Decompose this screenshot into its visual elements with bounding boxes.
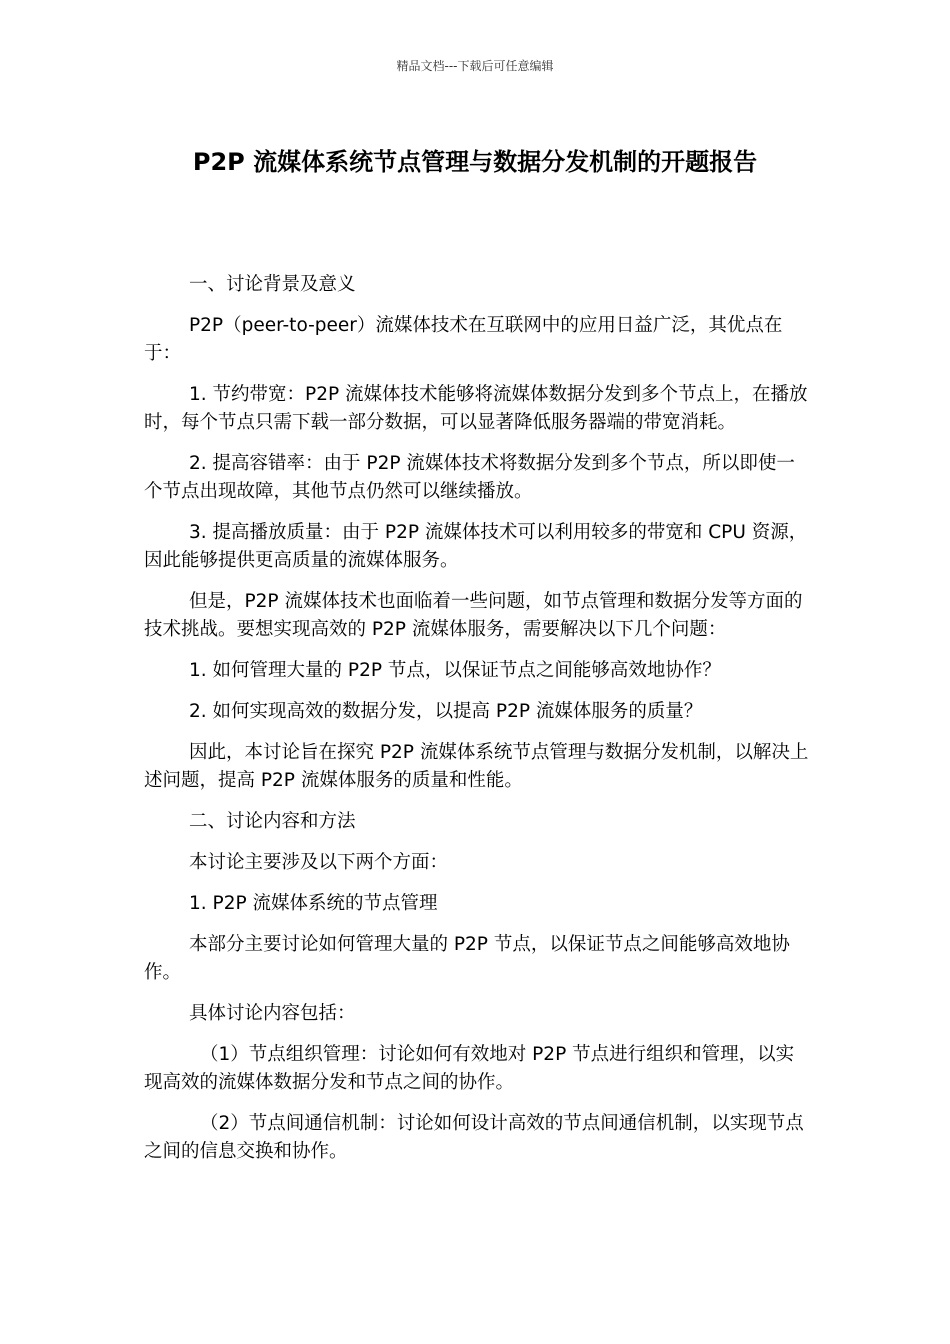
page-header: 精品文档---下载后可任意编辑: [396, 59, 554, 73]
document-title: P2P 流媒体系统节点管理与数据分发机制的开题报告: [192, 148, 758, 176]
paragraph-challenges: 但是，P2P 流媒体技术也面临着一些问题，如节点管理和数据分发等方面的技术挑战。要想实现高效的 P2P 流媒体服务，需要解决以下几个问题：: [144, 591, 803, 640]
paragraph-node-management: 本部分主要讨论如何管理大量的 P2P 节点，以保证节点之间能够高效地协作。: [144, 934, 790, 983]
list-item-bandwidth: 1. 节约带宽：P2P 流媒体技术能够将流媒体数据分发到多个节点上，在播放时，每个节点只需下载一部分数据，可以显著降低服务器端的带宽消耗。: [144, 384, 808, 433]
subsection-heading-node-management: 1. P2P 流媒体系统的节点管理: [189, 893, 438, 914]
list-item-question-1: 1. 如何管理大量的 P2P 节点，以保证节点之间能够高效地协作？: [189, 660, 721, 681]
list-item-node-communication: （2）节点间通信机制：讨论如何设计高效的节点间通信机制，以实现节点之间的信息交换和协作。: [144, 1113, 804, 1162]
paragraph-details-intro: 具体讨论内容包括：: [189, 1003, 356, 1024]
list-item-question-2: 2. 如何实现高效的数据分发，以提高 P2P 流媒体服务的质量？: [189, 701, 703, 722]
paragraph-purpose: 因此，本讨论旨在探究 P2P 流媒体系统节点管理与数据分发机制，以解决上述问题，提高 P2P 流媒体服务的质量和性能。: [144, 742, 809, 791]
section-heading-content-methods: 二、讨论内容和方法: [189, 811, 356, 832]
list-item-fault-tolerance: 2. 提高容错率：由于 P2P 流媒体技术将数据分发到多个节点，所以即使一个节点出现故障，其他节点仍然可以继续播放。: [144, 453, 795, 502]
section-heading-background: 一、讨论背景及意义: [189, 274, 356, 295]
paragraph-scope: 本讨论主要涉及以下两个方面：: [189, 852, 449, 873]
document-body: [144, 271, 810, 1179]
list-item-node-organization: （1）节点组织管理：讨论如何有效地对 P2P 节点进行组织和管理，以实现高效的流媒体数据分发和节点之间的协作。: [144, 1044, 795, 1093]
list-item-quality: 3. 提高播放质量：由于 P2P 流媒体技术可以利用较多的带宽和 CPU 资源，因此能够提供更高质量的流媒体服务。: [144, 522, 808, 571]
paragraph-intro: P2P（peer-to-peer）流媒体技术在互联网中的应用日益广泛，其优点在于：: [144, 315, 783, 364]
